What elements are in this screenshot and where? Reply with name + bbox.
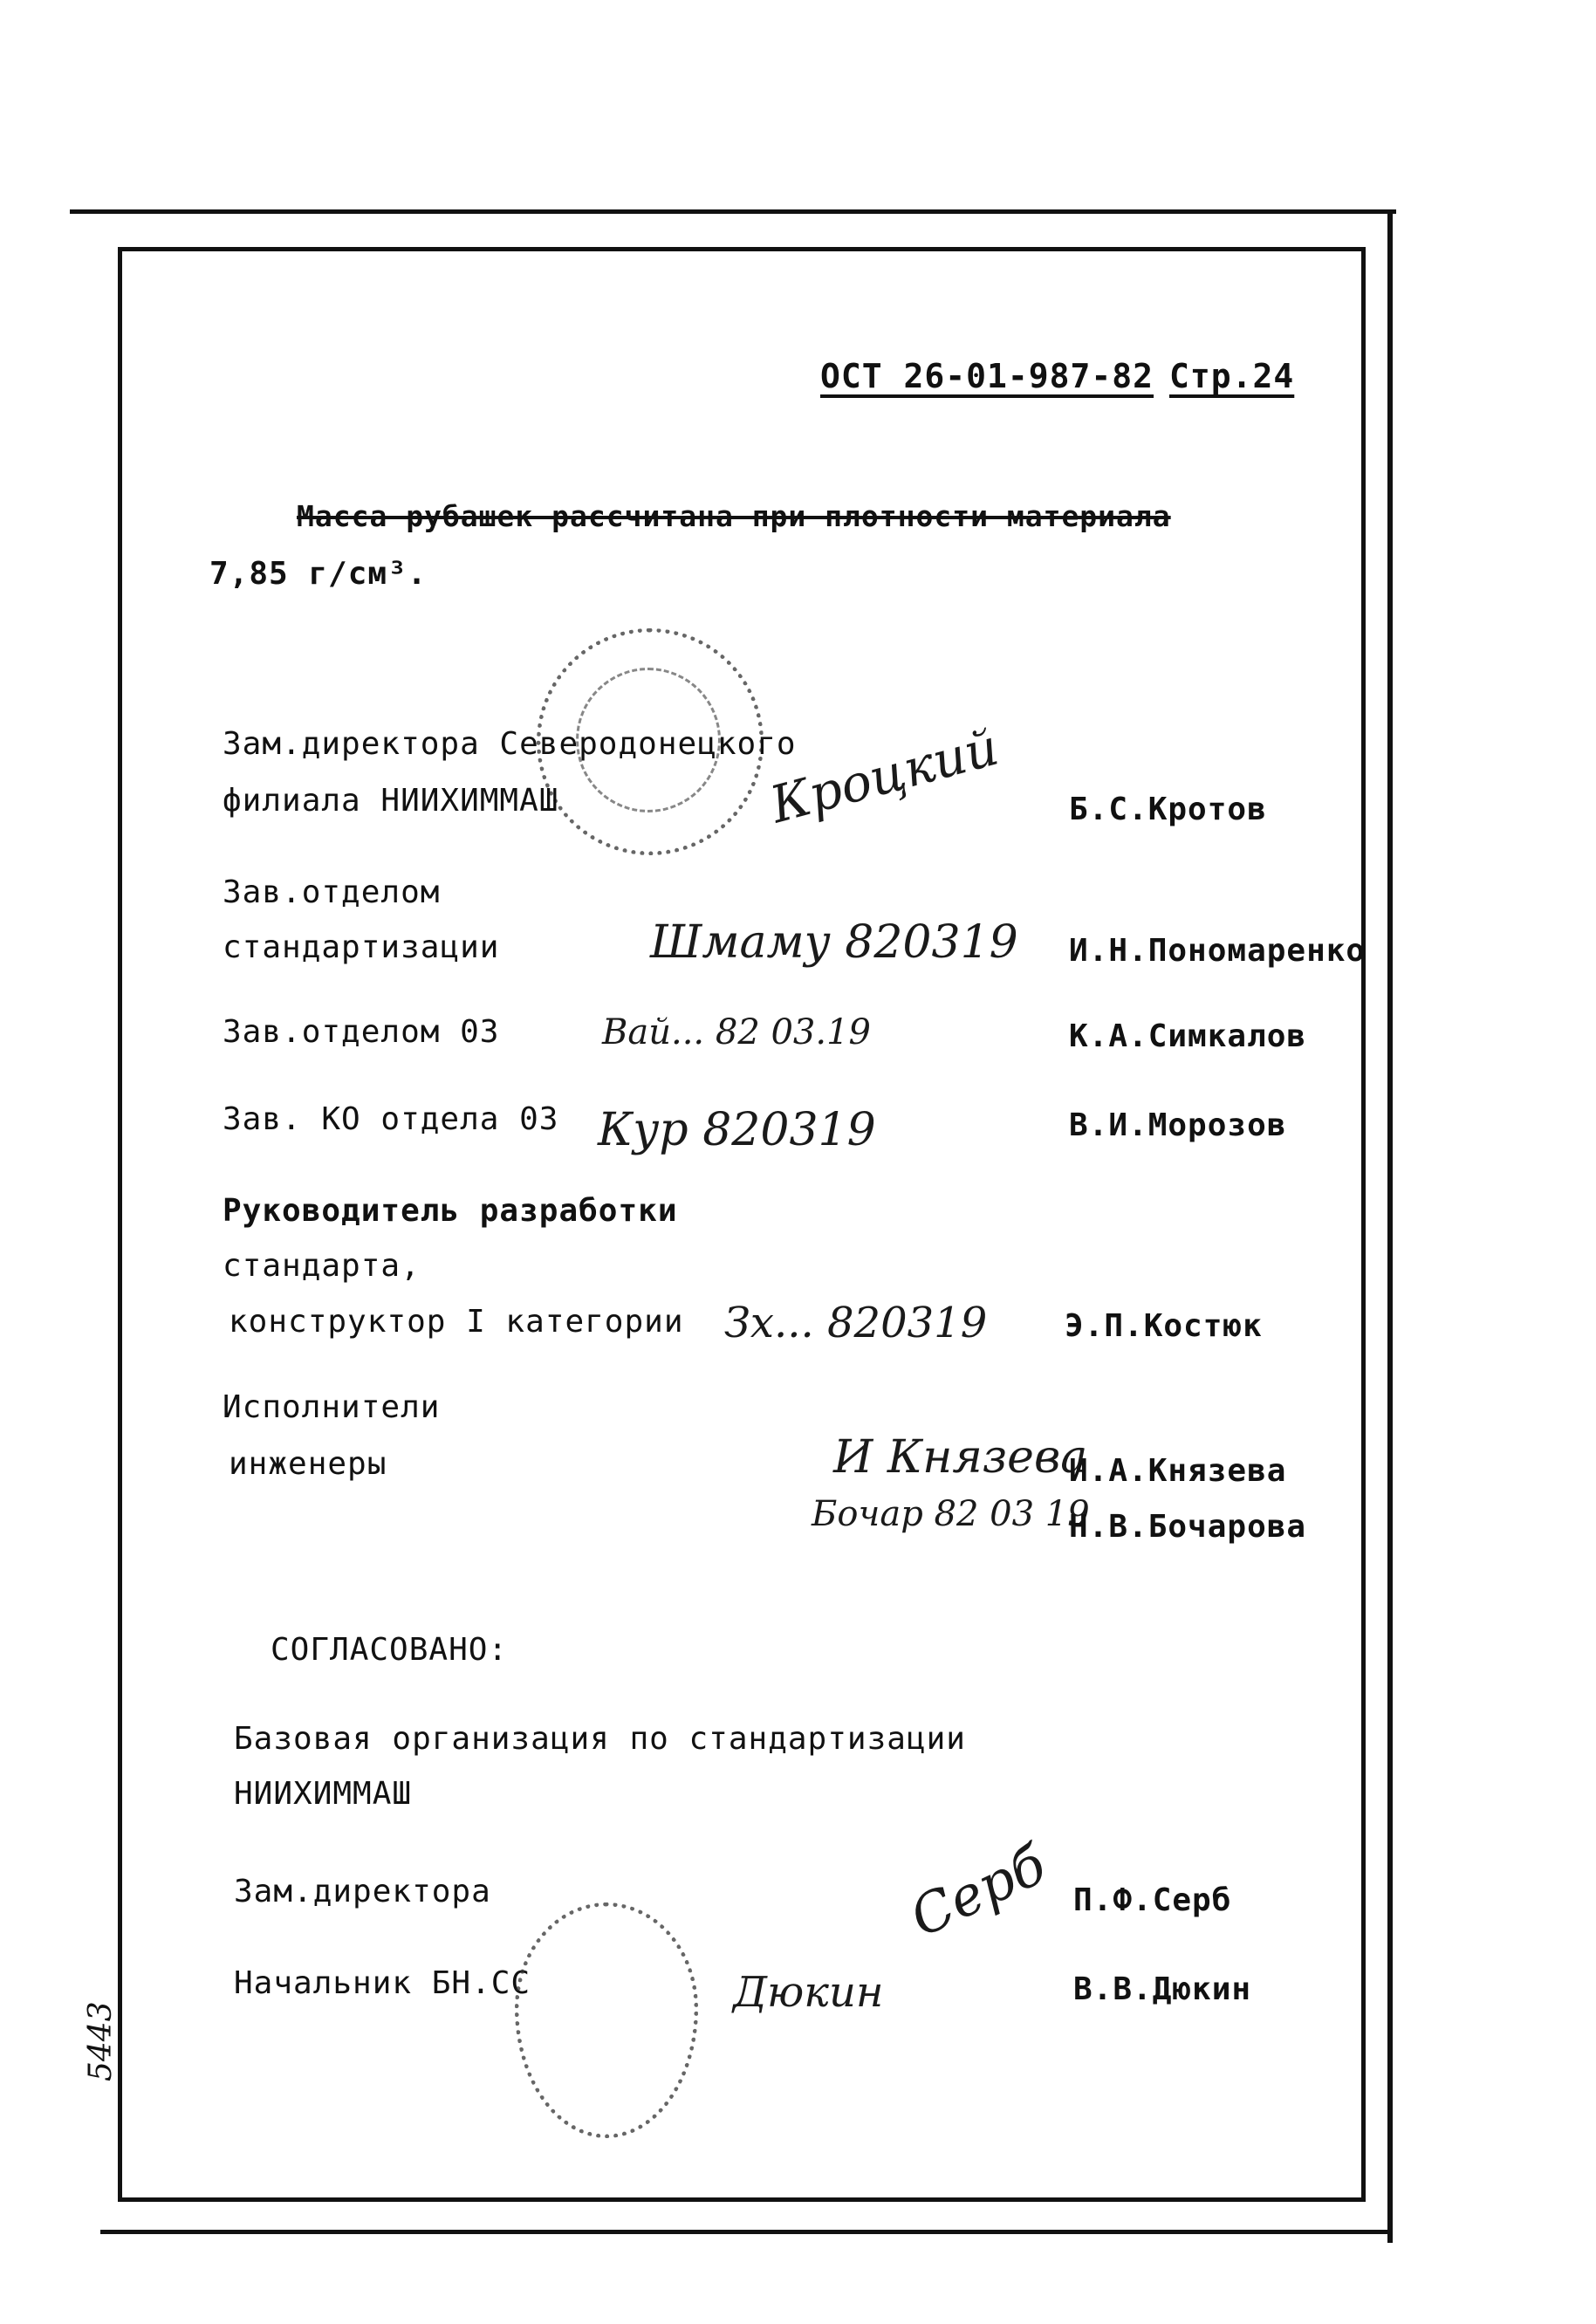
right-outer-rule	[1387, 209, 1393, 2243]
note-line-2: 7,85 г/см³.	[209, 556, 428, 592]
signatory-name: Б.С.Кротов	[1069, 792, 1267, 827]
handwritten-signature: Дюкин	[733, 1968, 884, 2017]
approval-deputy-title: Зам.директора	[234, 1874, 491, 1909]
handwritten-signature: Кроцкий	[764, 716, 1005, 835]
handwritten-signature: Вай... 82 03.19	[602, 1012, 871, 1052]
signatory-name: Н.В.Бочарова	[1069, 1509, 1307, 1545]
handwritten-signature: И Князева	[833, 1431, 1088, 1484]
signatory-title: инженеры	[229, 1446, 387, 1482]
signatory-name: К.А.Симкалов	[1069, 1018, 1307, 1054]
approval-chief-name: В.В.Дюкин	[1073, 1971, 1252, 2007]
signatory-title: Зав. КО отдела 03	[223, 1101, 559, 1137]
signatory-title: Зав.отделом	[223, 874, 441, 910]
signatory-title: Зав.отделом 03	[223, 1014, 500, 1050]
signatory-title: филиала НИИХИММАШ	[223, 783, 559, 819]
signatory-name: И.Н.Пономаренко	[1069, 933, 1367, 969]
signatory-name: Э.П.Костюк	[1065, 1308, 1263, 1344]
handwritten-signature: Бочар 82 03 19	[812, 1494, 1090, 1534]
signatory-title: Зам.директора Северодонецкого	[223, 726, 797, 762]
handwritten-signature: Серб	[901, 1832, 1056, 1950]
approval-heading: СОГЛАСОВАНО:	[271, 1632, 509, 1668]
signatory-title: Руководитель разработки	[223, 1193, 678, 1229]
signatory-title: стандартизации	[223, 929, 500, 965]
signatory-name: В.И.Морозов	[1069, 1107, 1287, 1143]
signatory-name: И.А.Князева	[1069, 1453, 1287, 1489]
approval-deputy-name: П.Ф.Серб	[1073, 1882, 1232, 1918]
bottom-outer-rule	[100, 2230, 1392, 2234]
page-number: Стр.24	[1169, 357, 1295, 395]
handwritten-signature: Шмаму 820319	[650, 916, 1018, 969]
handwritten-signature: Кур 820319	[598, 1104, 876, 1156]
signatory-title: Исполнители	[223, 1389, 441, 1425]
approval-organization: Базовая организация по стандартизации	[234, 1721, 966, 1757]
margin-handwritten-note: 5443	[83, 2001, 119, 2081]
approval-chief-title: Начальник БН.СС	[234, 1965, 531, 2001]
signatory-title: конструктор I категории	[229, 1304, 684, 1340]
note-line-1: Масса рубашек рассчитана при плотности материала	[297, 499, 1171, 533]
handwritten-signature: Зх... 820319	[724, 1299, 988, 1347]
top-outer-rule	[70, 209, 1396, 214]
signatory-title: стандарта,	[223, 1248, 421, 1284]
approval-organization: НИИХИММАШ	[234, 1776, 413, 1812]
document-number: ОСТ 26-01-987-82	[820, 357, 1154, 395]
